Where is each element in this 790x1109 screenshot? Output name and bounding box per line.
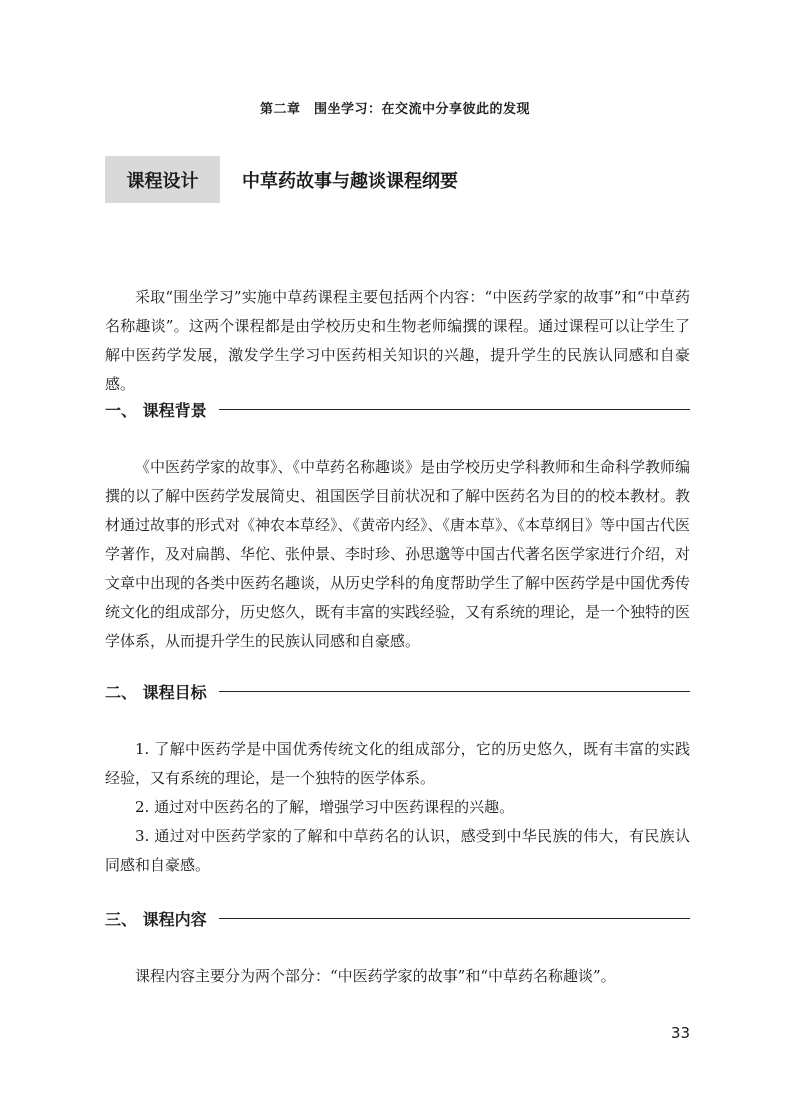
goal-item-1: 1. 了解中医药学是中国优秀传统文化的组成部分，它的历史悠久，既有丰富的实践经验，又有系统的理论，是一个独特的医学体系。 [105, 740, 690, 787]
goals-list [105, 735, 690, 880]
heading-rule-divider [219, 691, 690, 692]
section-heading-label: 一、 课程背景 [105, 400, 207, 420]
running-header: 第二章 围坐学习：在交流中分享彼此的发现 [259, 102, 530, 117]
heading-rule-divider [219, 918, 690, 919]
page-title: 中草药故事与趣谈课程纲要 [242, 170, 458, 192]
intro-text: 采取“围坐学习”实施中草药课程主要包括两个内容：“中医药学家的故事”和“中草药名称趣谈”。这两个课程都是由学校历史和生物老师编撰的课程。通过课程可以让学生了解中医药学发展，激发学生学习中医药相关知识的兴趣，提升学生的民族认同感和自豪感。 [105, 288, 690, 393]
page-number: 33 [670, 1024, 690, 1042]
goal-item-2: 2. 通过对中医药名的了解，增强学习中医药课程的兴趣。 [135, 798, 515, 816]
section-heading-goals [105, 679, 690, 703]
goal-item-3: 3. 通过对中医药学家的了解和中草药名的认识，感受到中华民族的伟大，有民族认同感和自豪感。 [105, 827, 690, 874]
section-heading-content [105, 906, 690, 930]
section-heading-label: 二、 课程目标 [105, 682, 207, 702]
section-heading-background [105, 397, 690, 421]
content-text: 课程内容主要分为两个部分：“中医药学家的故事”和“中草药名称趣谈”。 [135, 967, 616, 985]
section-heading-label: 三、 课程内容 [105, 909, 207, 929]
background-text: 《中医药学家的故事》、《中草药名称趣谈》是由学校历史学科教师和生命科学教师编撰的以了解中医药学发展简史、祖国医学目前状况和了解中医药名为目的的校本教材。教材通过故事的形式对《神农本草经》、《黄帝内经》、《唐本草》、《本草纲目》等中国古代医学著作，及对扁鹊、华佗、张仲景、李时珍、孙思邈等中国古代著名医学家进行介绍，对文章中出现的各类中医药名趣谈，从历史学科的角度帮助学生了解中医药学是中国优秀传统文化的组成部分，历史悠久，既有丰富的实践经验，又有系统的理论，是一个独特的医学体系，从而提升学生的民族认同感和自豪感。 [105, 458, 691, 650]
title-badge: 课程设计 [105, 156, 220, 203]
heading-rule-divider [219, 409, 690, 410]
background-paragraph [105, 453, 690, 656]
course-title-block [105, 156, 458, 203]
content-paragraph [105, 962, 690, 991]
intro-paragraph [105, 283, 690, 399]
